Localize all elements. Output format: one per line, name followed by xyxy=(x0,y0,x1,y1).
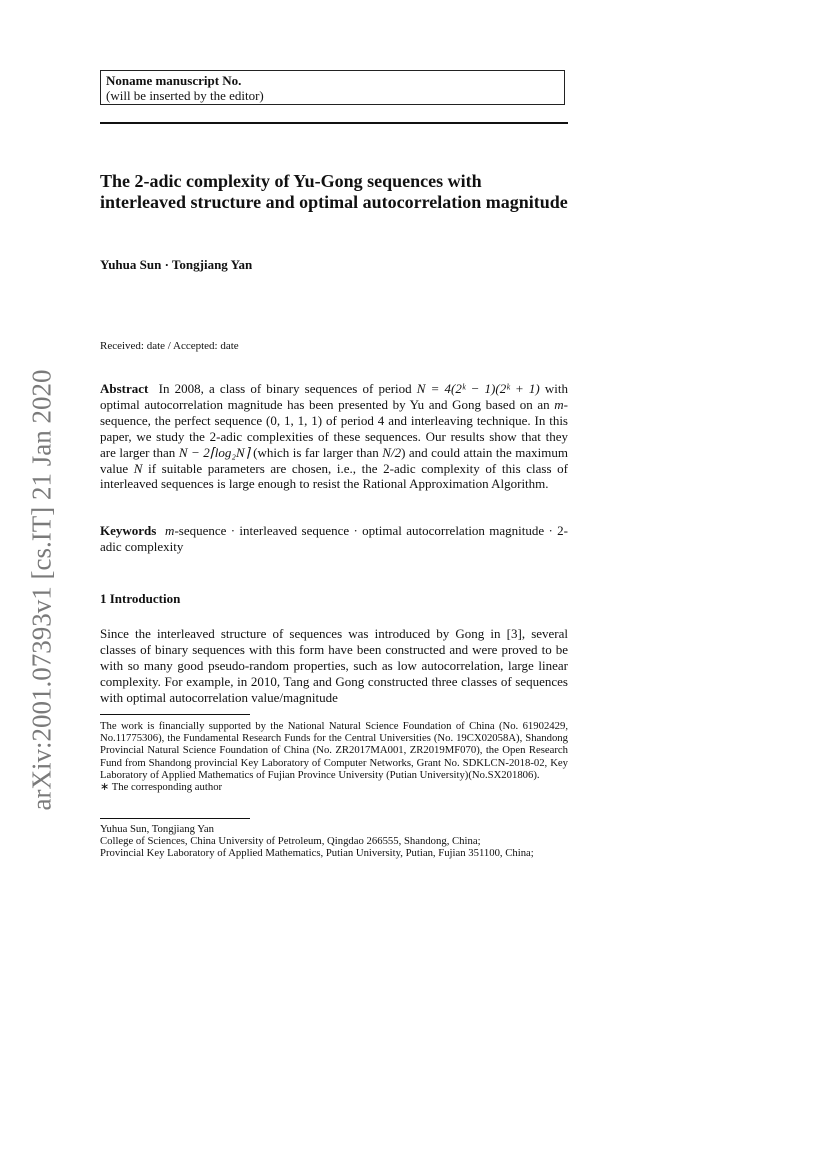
affiliation-line-2: Provincial Key Laboratory of Applied Mathematics, Putian University, Putian, Fujian 351100, China; xyxy=(100,847,534,860)
abstract-math-period: N = 4(2ᵏ − 1)(2ᵏ + 1) xyxy=(416,381,540,396)
abstract-math-n: N xyxy=(133,460,143,476)
funding-text: The work is financially supported by the National Natural Science Foundation of China (No. 61902429, No.11775306), the Fundamental Research Funds for the Central Universities (No. 19CX02058A), Shandong Provincial Natural Science Foundation of China (No. ZR2017MA001, ZR2019MF070), the Open Research Fund from Shandong provincial Key Laboratory of Computer Networks, Grant No. SDKLCN-2018-02, Key Laboratory of Applied Mathematics of Fujian Province University (Putian University)(No.SX201806). xyxy=(100,720,568,781)
affiliation-line-1: College of Sciences, China University of Petroleum, Qingdao 266555, Shandong, China; xyxy=(100,835,481,848)
affiliation-block xyxy=(100,823,568,860)
abstract-math-bound: N − 2⌈log₂N⌉ xyxy=(178,444,250,460)
footnote-divider xyxy=(100,714,250,715)
keywords-label: Keywords xyxy=(100,523,157,538)
manuscript-header-box xyxy=(100,70,565,105)
corresponding-author-note xyxy=(100,781,568,793)
manuscript-number-label: Noname manuscript No. xyxy=(106,73,242,88)
paper-title: The 2-adic complexity of Yu-Gong sequences with interleaved structure and optimal autocorrelation magnitude xyxy=(100,171,568,212)
abstract-label: Abstract xyxy=(100,381,149,396)
header-divider xyxy=(100,122,568,124)
abstract-paragraph xyxy=(100,381,568,492)
affiliation-names: Yuhua Sun, Tongjiang Yan xyxy=(100,823,214,835)
author-list: Yuhua Sun · Tongjiang Yan xyxy=(100,257,253,272)
abstract-math-half: N/2 xyxy=(382,444,402,460)
abstract-math-m: m xyxy=(554,396,564,412)
corresponding-author-text: The corresponding author xyxy=(109,781,223,794)
abstract-text-2: with optimal autocorrelation magnitude has been presented by Yu and Gong based on an xyxy=(100,381,568,412)
received-accepted-dates: Received: date / Accepted: date xyxy=(100,340,239,352)
introduction-paragraph: Since the interleaved structure of sequences was introduced by Gong in [3], several classes of binary sequences with this form have been constructed and were proved to be with so many good pseudo-random properties, such as low autocorrelation, large linear complexity. For example, in 2010, Tang and Gong constructed three classes of sequences with optimal autocorrelation value/magnitude xyxy=(100,626,568,705)
editor-note: (will be inserted by the editor) xyxy=(106,88,264,103)
arxiv-identifier-text: arXiv:2001.07393v1 [cs.IT] 21 Jan 2020 xyxy=(26,369,57,811)
abstract-text-1: In 2008, a class of binary sequences of period xyxy=(158,381,417,396)
asterisk-icon: ∗ xyxy=(100,781,110,794)
abstract-text-6: if suitable parameters are chosen, i.e., the 2-adic complexity of this class of interleaved sequences is large enough to resist the Rational Approximation Algorithm. xyxy=(100,460,569,492)
keywords-math-m: m xyxy=(165,523,175,538)
funding-footnote xyxy=(100,720,568,793)
abstract-text-5: ) and could attain the maximum value xyxy=(100,444,569,476)
section-heading-introduction: 1 Introduction xyxy=(100,591,181,606)
keywords-paragraph xyxy=(100,523,568,555)
keywords-text: -sequence · interleaved sequence · optimal autocorrelation magnitude · 2-adic complexity xyxy=(100,523,569,554)
affiliation-divider xyxy=(100,818,250,819)
abstract-text-4: (which is far larger than xyxy=(249,444,383,460)
arxiv-identifier-stamp xyxy=(22,350,62,830)
abstract-text-3: -sequence, the perfect sequence (0, 1, 1, 1) of period 4 and interleaving technique. In this paper, we study the 2-adic complexities of these sequences. Our results show that they are larger than xyxy=(100,396,568,460)
